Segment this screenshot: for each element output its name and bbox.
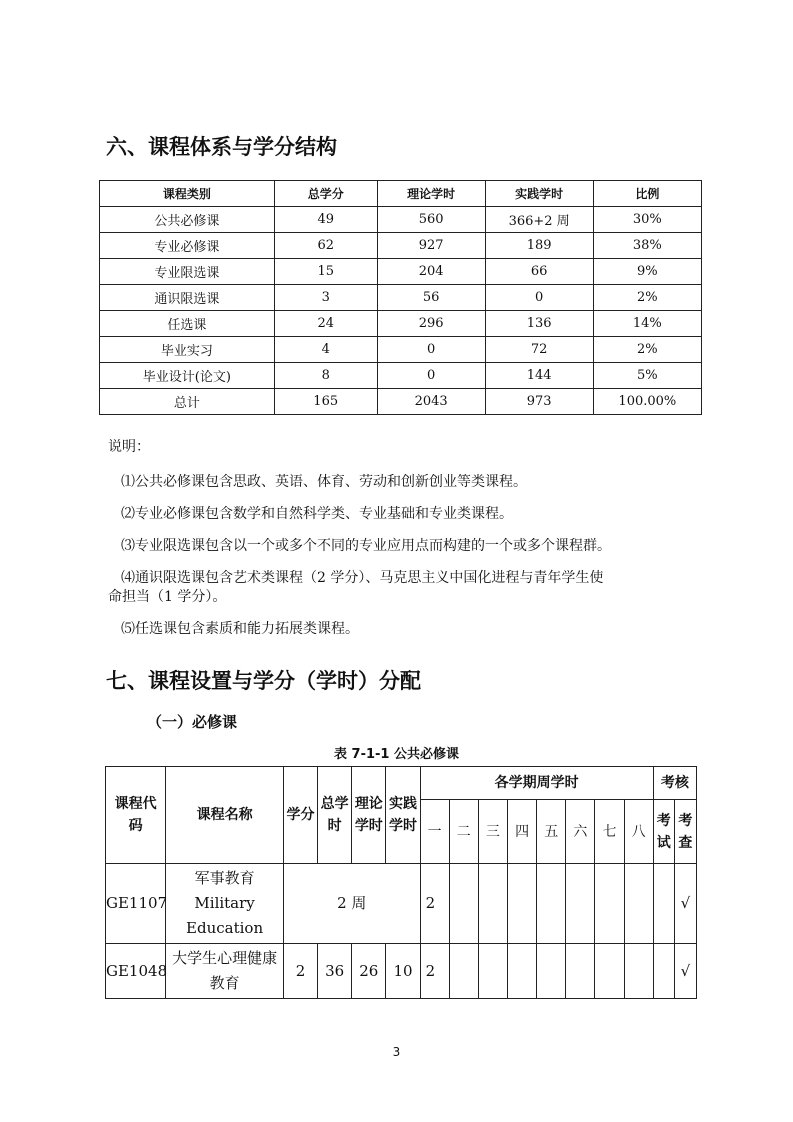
cell-practice-hours: 0 [485,285,593,311]
semester-6-header: 六 [566,800,595,864]
course-name-line-2: Military [194,894,255,912]
semester-8-hours [624,864,653,944]
cell-practice-hours: 973 [485,389,593,415]
check-header-line-1: 考 [678,812,693,829]
cell-ratio: 14% [593,311,701,337]
semester-7-hours [595,944,624,999]
cell-theory-hours: 0 [377,337,485,363]
note-4-continued: 命担当（1 学分）。 [108,589,227,605]
total-hours: 36 [318,944,352,999]
cell-practice-hours: 366+2 周 [485,207,593,233]
note-5: ⑸任选课包含素质和能力拓展类课程。 [121,621,359,637]
semester-8-hours [624,944,653,999]
check-mark: √ [674,864,696,944]
cell-credits: 15 [274,259,377,285]
course-name-line-1: 大学生心理健康 [172,949,278,967]
semester-5-hours [537,944,566,999]
semester-5-hours [537,864,566,944]
exam-mark [653,864,674,944]
check-mark: √ [674,944,696,999]
public-required-courses-table [105,766,697,999]
table-row [100,389,702,415]
course-code-header-line-1: 课程代 [114,796,157,812]
col-header-course-code [106,767,166,864]
semester-6-hours [566,944,595,999]
cell-category: 总计 [100,389,275,415]
cell-credits: 49 [274,207,377,233]
theory-hours-header-line-1: 理论 [354,796,383,812]
semester-8-header: 八 [624,800,653,864]
semester-7-hours [595,864,624,944]
cell-practice-hours: 66 [485,259,593,285]
cell-theory-hours: 927 [377,233,485,259]
cell-theory-hours: 2043 [377,389,485,415]
cell-category: 任选课 [100,311,275,337]
col-header-theory-hours [352,767,386,864]
table-row [106,864,697,944]
col-header-exam [653,800,674,864]
section-6-heading: 六、课程体系与学分结构 [106,135,337,159]
cell-credits: 8 [274,363,377,389]
cell-theory-hours: 0 [377,363,485,389]
cell-practice-hours: 136 [485,311,593,337]
required-courses-subheading: （一）必修课 [147,713,238,731]
note-2: ⑵专业必修课包含数学和自然科学类、专业基础和专业类课程。 [121,506,513,522]
col-header-theory-hours: 理论学时 [377,181,485,207]
table-caption: 表 7-1-1 公共必修课 [334,747,459,762]
cell-credits: 165 [274,389,377,415]
course-name [166,864,284,944]
cell-ratio: 2% [593,285,701,311]
semester-7-header: 七 [595,800,624,864]
cell-practice-hours: 144 [485,363,593,389]
table-row [100,233,702,259]
cell-category: 毕业设计(论文) [100,363,275,389]
theory-hours-header-line-2: 学时 [354,818,383,834]
semester-3-hours [478,864,507,944]
exam-header-line-1: 考 [656,812,671,829]
cell-category: 专业限选课 [100,259,275,285]
table-header-row [100,181,702,207]
table-row [100,311,702,337]
semester-6-hours [566,864,595,944]
note-3: ⑶专业限选课包含以一个或多个不同的专业应用点而构建的一个或多个课程群。 [121,538,611,554]
note-1: ⑴公共必修课包含思政、英语、体育、劳动和创新创业等类课程。 [121,474,527,490]
cell-theory-hours: 204 [377,259,485,285]
cell-theory-hours: 56 [377,285,485,311]
cell-ratio: 100.00% [593,389,701,415]
cell-ratio: 2% [593,337,701,363]
check-header-line-2: 查 [678,834,693,851]
cell-theory-hours: 296 [377,311,485,337]
col-header-semester-hours: 各学期周学时 [420,767,653,800]
cell-category: 公共必修课 [100,207,275,233]
course-code-header-line-2: 码 [128,818,143,834]
theory-hours: 26 [352,944,386,999]
semester-1-hours: 2 [420,864,449,944]
cell-ratio: 5% [593,363,701,389]
table-row [100,363,702,389]
semester-3-header: 三 [478,800,507,864]
table-row [100,285,702,311]
cell-ratio: 9% [593,259,701,285]
cell-ratio: 30% [593,207,701,233]
semester-1-hours: 2 [420,944,449,999]
table-row [106,944,697,999]
table-header-row-1 [106,767,697,800]
semester-4-hours [508,864,537,944]
total-hours-header-line-1: 总学 [320,796,349,812]
course-name-line-3: Education [186,919,264,937]
col-header-practice-hours: 实践学时 [485,181,593,207]
section-7-heading: 七、课程设置与学分（学时）分配 [106,669,421,693]
semester-3-hours [478,944,507,999]
cell-practice-hours: 72 [485,337,593,363]
col-header-total-hours [318,767,352,864]
col-header-check [674,800,696,864]
col-header-credits: 学分 [283,767,317,864]
exam-mark [653,944,674,999]
cell-ratio: 38% [593,233,701,259]
semester-4-header: 四 [508,800,537,864]
cell-category: 专业必修课 [100,233,275,259]
semester-4-hours [508,944,537,999]
cell-category: 通识限选课 [100,285,275,311]
practice-hours-header-line-2: 学时 [388,818,417,834]
cell-credits: 3 [274,285,377,311]
practice-hours: 10 [386,944,420,999]
cell-credits: 62 [274,233,377,259]
table-row [100,259,702,285]
course-name [166,944,284,999]
practice-hours-header-line-1: 实践 [388,796,417,812]
semester-2-header: 二 [449,800,478,864]
cell-practice-hours: 189 [485,233,593,259]
cell-category: 毕业实习 [100,337,275,363]
course-name-line-2: 教育 [209,974,240,992]
total-hours-header-line-2: 时 [327,818,342,834]
cell-credits: 24 [274,311,377,337]
table-row [100,337,702,363]
duration-weeks: 2 周 [283,864,420,944]
col-header-practice-hours [386,767,420,864]
col-header-credits: 总学分 [274,181,377,207]
col-header-category: 课程类别 [100,181,275,207]
credits: 2 [283,944,317,999]
cell-credits: 4 [274,337,377,363]
semester-2-hours [449,864,478,944]
table-row [100,207,702,233]
notes-title: 说明： [108,439,150,455]
col-header-ratio: 比例 [593,181,701,207]
page-number: 3 [392,1045,401,1059]
credit-structure-table [99,180,702,415]
course-name-line-1: 军事教育 [194,869,255,887]
col-header-assessment: 考核 [653,767,696,800]
course-code: GE1048 [106,944,166,999]
semester-1-header: 一 [420,800,449,864]
cell-theory-hours: 560 [377,207,485,233]
semester-5-header: 五 [537,800,566,864]
course-code: GE1107 [106,864,166,944]
col-header-course-name: 课程名称 [166,767,284,864]
exam-header-line-2: 试 [656,834,671,851]
note-4: ⑷通识限选课包含艺术类课程（2 学分）、马克思主义中国化进程与青年学生使 [121,570,604,586]
semester-2-hours [449,944,478,999]
